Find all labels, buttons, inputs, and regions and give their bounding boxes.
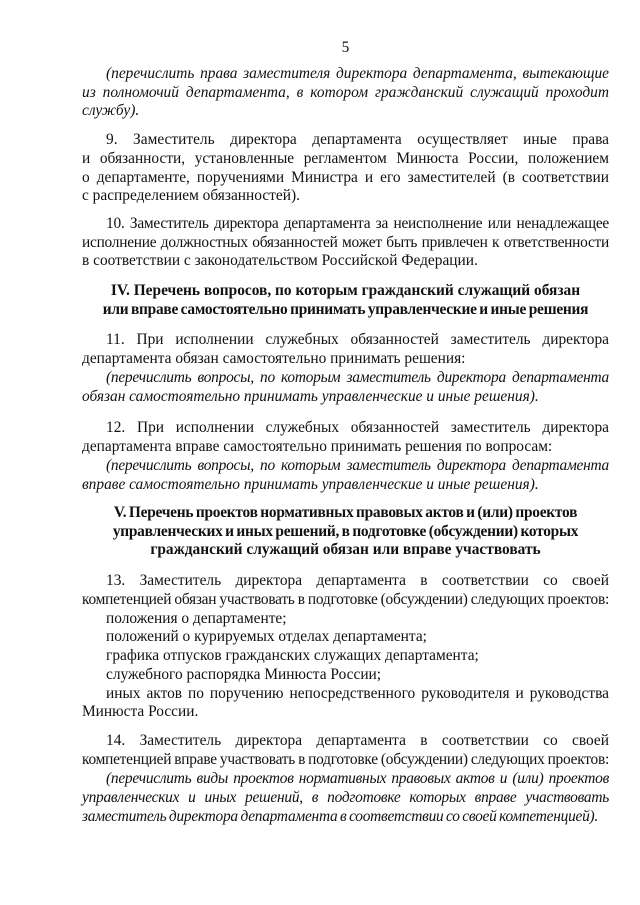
heading-line: гражданский служащий обязан или вправе участвовать xyxy=(150,541,541,558)
text-line: Минюста России. xyxy=(82,703,199,720)
text-line: 12. При исполнении служебных обязанностей заместитель директора xyxy=(106,419,609,436)
text-line: 14. Заместитель директора департамента в соответствии со своей xyxy=(106,732,609,749)
text-line: департамента обязан самостоятельно принимать решения: xyxy=(82,350,466,367)
text-line: (перечислить вопросы, по которым заместитель директора департамента xyxy=(106,369,609,386)
list-item: графика отпусков гражданских служащих департамента; xyxy=(106,647,479,664)
heading-line: или вправе самостоятельно принимать управленческие и иные решения xyxy=(102,301,589,318)
text-line: и обязанности, установленные регламентом Минюста России, положением xyxy=(82,150,609,167)
text-line: исполнение должностных обязанностей может быть привлечен к ответственности xyxy=(82,234,609,251)
text-line: обязан самостоятельно принимать управленческие и иные решения). xyxy=(82,388,539,405)
list-item: иных актов по поручению непосредственного руководителя и руководства xyxy=(106,685,609,702)
text-line: 13. Заместитель директора департамента в соответствии со своей xyxy=(106,572,609,589)
list-item: служебного распорядка Минюста России; xyxy=(106,666,382,683)
text-line: департамента вправе самостоятельно принимать решения по вопросам: xyxy=(82,438,553,455)
text-line: 11. При исполнении служебных обязанностей заместитель директора xyxy=(106,331,609,348)
text-line: компетенцией вправе участвовать в подготовке (обсуждении) следующих проектов: xyxy=(82,751,609,768)
text-line: в соответствии с законодательством Российской Федерации. xyxy=(82,252,478,269)
text-line: (перечислить права заместителя директора департамента, вытекающие xyxy=(106,65,609,82)
list-item: положений о курируемых отделах департамента; xyxy=(106,628,427,645)
heading-line: V. Перечень проектов нормативных правовых актов и (или) проектов xyxy=(113,504,578,521)
text-line: с распределением обязанностей). xyxy=(82,187,300,204)
text-line: управленческих и иных решений, в подготовке которых вправе участвовать xyxy=(82,789,609,806)
heading-line: управленческих и иных решений, в подготовке (обсуждении) которых xyxy=(112,523,579,540)
text-line: заместитель директора департамента в соответствии со своей компетенцией). xyxy=(82,808,599,825)
text-line: службу). xyxy=(82,102,140,119)
text-line: (перечислить виды проектов нормативных правовых актов и (или) проектов xyxy=(106,770,609,787)
text-line: 9. Заместитель директора департамента осуществляет иные права xyxy=(106,131,609,148)
text-line: 10. Заместитель директора департамента за неисполнение или ненадлежащее xyxy=(106,215,609,232)
text-line: (перечислить вопросы, по которым заместитель директора департамента xyxy=(106,457,609,474)
text-line: о департаменте, поручениями Министра и его заместителей (в соответствии xyxy=(82,169,609,186)
text-line: компетенцией обязан участвовать в подготовке (обсуждении) следующих проектов: xyxy=(82,591,609,608)
list-item: положения о департаменте; xyxy=(106,610,287,627)
heading-line: IV. Перечень вопросов, по которым гражданский служащий обязан xyxy=(110,282,581,299)
text-line: из полномочий департамента, в котором гражданский служащий проходит xyxy=(82,84,609,101)
text-line: вправе самостоятельно принимать управленческие и иные решения). xyxy=(82,476,539,493)
page-number: 5 xyxy=(341,39,350,56)
